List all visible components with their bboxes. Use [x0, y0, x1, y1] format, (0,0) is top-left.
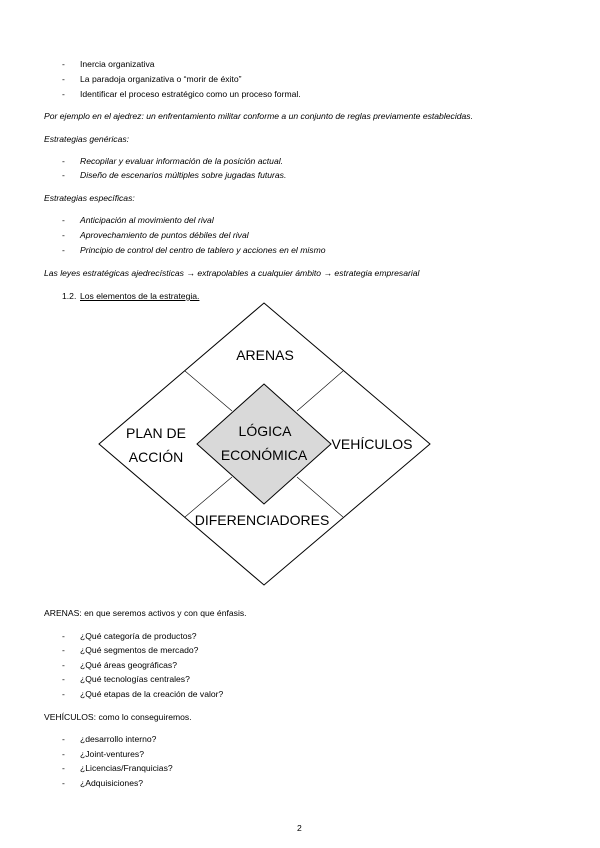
label-plan-de: PLAN DE — [126, 425, 186, 441]
list-dash: - — [62, 749, 65, 759]
list-dash: - — [62, 156, 65, 166]
section-title: Los elementos de la estrategia. — [80, 291, 200, 301]
label-arenas: ARENAS — [236, 347, 294, 363]
list-item: ¿Licencias/Franquicias? — [80, 763, 173, 773]
section-number: 1.2. — [62, 291, 77, 301]
list-item: La paradoja organizativa o “morir de éxito” — [80, 74, 242, 84]
divider-line — [185, 477, 232, 517]
label-logica: LÓGICA — [238, 423, 292, 439]
list-dash: - — [62, 170, 65, 180]
list-item: Aprovechamiento de puntos débiles del rival — [80, 230, 249, 240]
specific-heading: Estrategias específicas: — [44, 193, 135, 203]
list-dash: - — [62, 230, 65, 240]
list-dash: - — [62, 215, 65, 225]
arenas-label: ARENAS: — [44, 608, 82, 618]
list-dash: - — [62, 763, 65, 773]
list-item: ¿Qué áreas geográficas? — [80, 660, 177, 670]
list-item: Inercia organizativa — [80, 59, 155, 69]
list-dash: - — [62, 734, 65, 744]
example-paragraph: Por ejemplo en el ajedrez: un enfrentamiento militar conforme a un conjunto de reglas previamente establecidas. — [44, 111, 473, 121]
list-item: ¿Adquisiciones? — [80, 778, 144, 788]
list-dash: - — [62, 660, 65, 670]
list-dash: - — [62, 74, 65, 84]
page-number: 2 — [297, 823, 302, 833]
list-dash: - — [62, 59, 65, 69]
list-dash: - — [62, 631, 65, 641]
list-dash: - — [62, 674, 65, 684]
vehiculos-label: VEHÍCULOS: — [44, 712, 97, 722]
list-dash: - — [62, 89, 65, 99]
list-dash: - — [62, 245, 65, 255]
divider-line — [185, 371, 232, 411]
divider-line — [297, 371, 343, 411]
list-item: ¿Qué etapas de la creación de valor? — [80, 689, 224, 699]
label-vehiculos: VEHÍCULOS — [331, 436, 413, 452]
list-dash: - — [62, 778, 65, 788]
list-item: Identificar el proceso estratégico como un proceso formal. — [80, 89, 301, 99]
list-dash: - — [62, 689, 65, 699]
arenas-paragraph — [44, 608, 247, 619]
label-diferenciadores: DIFERENCIADORES — [194, 512, 330, 528]
center-diamond — [197, 384, 331, 504]
generic-heading: Estrategias genéricas: — [44, 134, 130, 144]
laws-paragraph: Las leyes estratégicas ajedrecísticas → extrapolables a cualquier ámbito → estrategia empresarial — [44, 268, 420, 278]
list-item: ¿Qué tecnologías centrales? — [80, 674, 190, 684]
list-item: Recopilar y evaluar información de la posición actual. — [80, 156, 284, 166]
list-dash: - — [62, 645, 65, 655]
arenas-text: en que seremos activos y con que énfasis. — [84, 608, 247, 618]
divider-line — [297, 477, 343, 517]
label-economica: ECONÓMICA — [220, 447, 308, 463]
list-item: Anticipación al movimiento del rival — [80, 215, 214, 225]
list-item: Diseño de escenarios múltiples sobre jugadas futuras. — [80, 170, 287, 180]
list-item: ¿Joint-ventures? — [80, 749, 145, 759]
list-item: ¿Qué categoría de productos? — [80, 631, 197, 641]
list-item: Principio de control del centro de tablero y acciones en el mismo — [80, 245, 326, 255]
vehiculos-text: como lo conseguiremos. — [98, 712, 192, 722]
label-accion: ACCIÓN — [128, 449, 184, 465]
list-item: ¿Qué segmentos de mercado? — [80, 645, 199, 655]
vehiculos-paragraph — [44, 712, 192, 723]
list-item: ¿desarrollo interno? — [80, 734, 157, 744]
